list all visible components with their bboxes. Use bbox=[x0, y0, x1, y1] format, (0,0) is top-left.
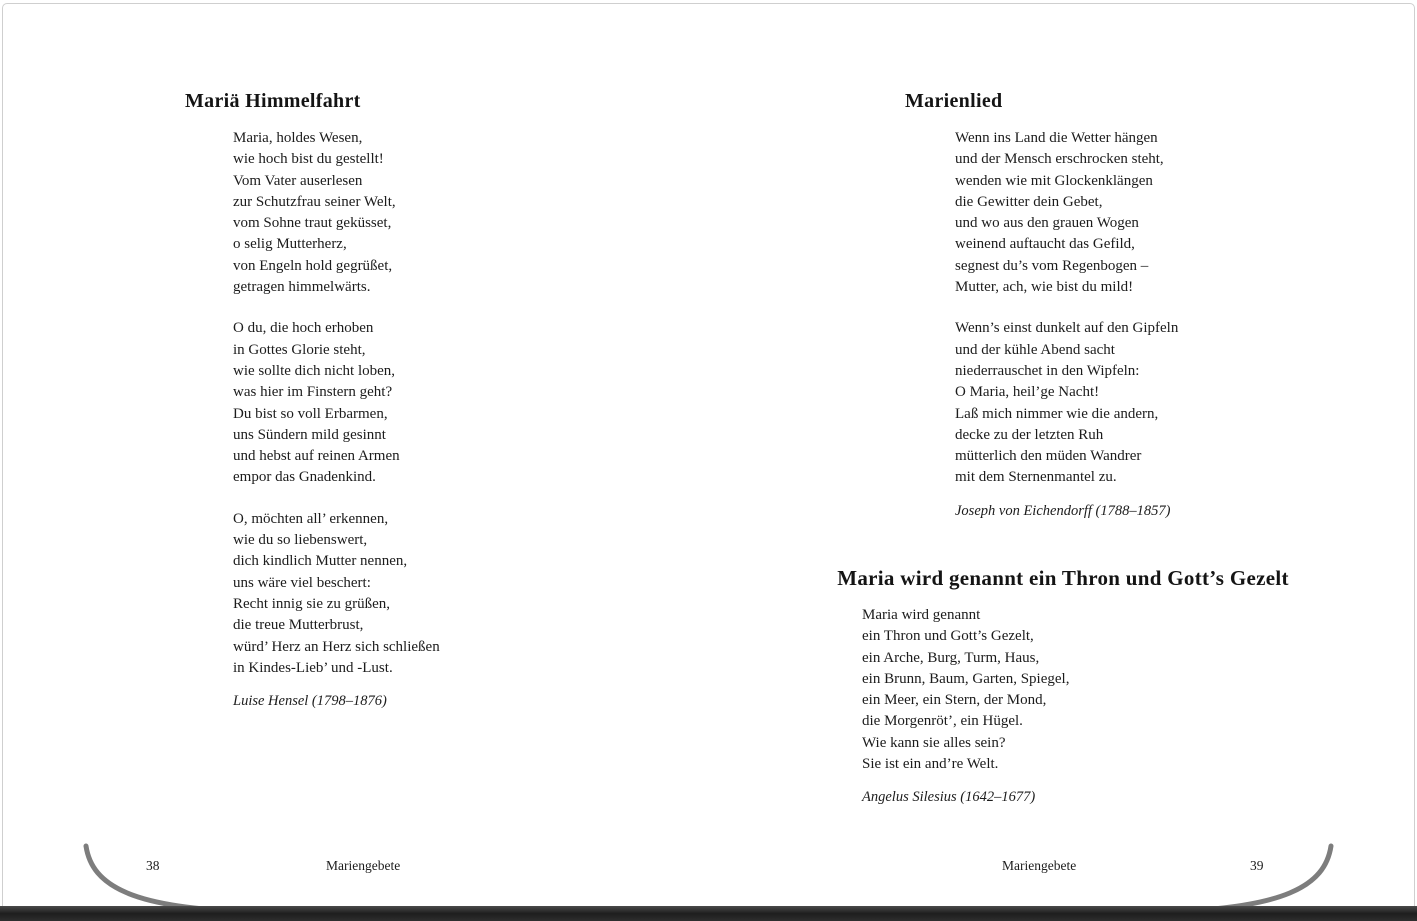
poem-stanzas bbox=[862, 605, 1069, 775]
poem-stanzas bbox=[233, 128, 440, 679]
poem-line: wenden wie mit Glockenklängen bbox=[955, 172, 1153, 189]
poem-line: und der Mensch erschrocken steht, bbox=[955, 151, 1164, 168]
poem-line: uns wäre viel beschert: bbox=[233, 574, 371, 591]
poem-line: Laß mich nimmer wie die andern, bbox=[955, 405, 1159, 422]
poem-line: Wie kann sie alles sein? bbox=[862, 734, 1006, 751]
page-number-right: 39 bbox=[1250, 858, 1264, 873]
book-bottom-edge bbox=[0, 906, 1417, 921]
page-curl-left-icon bbox=[86, 846, 258, 912]
poem-body-marienlied bbox=[955, 128, 1178, 522]
poem-line: O, möchten all’ erkennen, bbox=[233, 510, 389, 527]
poem-line: Recht innig sie zu grüßen, bbox=[233, 595, 391, 612]
poem-line: Maria wird genannt bbox=[862, 607, 981, 623]
poem-line: Wenn’s einst dunkelt auf den Gipfeln bbox=[955, 320, 1179, 337]
poem-stanza bbox=[955, 318, 1178, 488]
poem-line: decke zu der letzten Ruh bbox=[955, 426, 1104, 443]
poem-line: Wenn ins Land die Wetter hängen bbox=[955, 130, 1158, 146]
poem-line: und hebst auf reinen Armen bbox=[233, 448, 400, 465]
poem-line: ein Meer, ein Stern, der Mond, bbox=[862, 692, 1047, 709]
poem-line: uns Sündern mild gesinnt bbox=[233, 426, 386, 443]
poem-line: getragen himmelwärts. bbox=[233, 279, 371, 296]
page-curl-right-icon bbox=[1159, 846, 1331, 912]
page-number-left: 38 bbox=[146, 858, 160, 873]
poem-line: würd’ Herz an Herz sich schließen bbox=[233, 638, 440, 655]
poem-line: zur Schutzfrau seiner Welt, bbox=[233, 193, 396, 210]
poem-line: in Kindes-Lieb’ und -Lust. bbox=[233, 659, 393, 676]
poem-line: weinend auftaucht das Gefild, bbox=[955, 236, 1135, 253]
poem-title-maria-himmelfahrt: Mariä Himmelfahrt bbox=[185, 90, 361, 112]
poem-stanza bbox=[233, 318, 440, 488]
poem-line: O du, die hoch erhoben bbox=[233, 320, 374, 337]
poem-line: und wo aus den grauen Wogen bbox=[955, 215, 1139, 232]
poem-line: mit dem Sternenmantel zu. bbox=[955, 469, 1117, 486]
poem-line: o selig Mutterherz, bbox=[233, 236, 347, 253]
poem-line: wie hoch bist du gestellt! bbox=[233, 151, 384, 168]
page-border-frame bbox=[2, 3, 1415, 921]
poem-line: empor das Gnadenkind. bbox=[233, 469, 376, 486]
poem-stanza bbox=[955, 128, 1178, 298]
running-footer-left: Mariengebete bbox=[326, 858, 401, 873]
poem-title-maria-wird-genannt: Maria wird genannt ein Thron und Gott’s Gezelt bbox=[837, 566, 1289, 590]
poem-body-maria-wird-genannt bbox=[862, 605, 1069, 809]
poem-line: ein Thron und Gott’s Gezelt, bbox=[862, 628, 1034, 645]
poem-line: und der kühle Abend sacht bbox=[955, 341, 1115, 358]
poem-stanza bbox=[862, 605, 1069, 775]
poem-attribution-hensel: Luise Hensel (1798–1876) bbox=[233, 693, 387, 710]
poem-stanzas bbox=[955, 128, 1178, 489]
poem-line: mütterlich den müden Wandrer bbox=[955, 448, 1142, 465]
poem-line: Du bist so voll Erbarmen, bbox=[233, 405, 388, 422]
poem-line: vom Sohne traut geküsset, bbox=[233, 215, 392, 232]
poem-line: die Gewitter dein Gebet, bbox=[955, 193, 1103, 210]
poem-stanza bbox=[233, 128, 440, 298]
poem-line: die treue Mutterbrust, bbox=[233, 617, 364, 634]
poem-body-maria-himmelfahrt bbox=[233, 128, 440, 712]
poem-line: ein Brunn, Baum, Garten, Spiegel, bbox=[862, 670, 1070, 687]
poem-line: Mutter, ach, wie bist du mild! bbox=[955, 279, 1134, 296]
poem-line: die Morgenröt’, ein Hügel. bbox=[862, 713, 1023, 730]
poem-line: ein Arche, Burg, Turm, Haus, bbox=[862, 649, 1040, 666]
poem-line: was hier im Finstern geht? bbox=[233, 384, 393, 401]
poem-line: segnest du’s vom Regenbogen – bbox=[955, 257, 1149, 274]
poem-line: Vom Vater auserlesen bbox=[233, 172, 363, 189]
poem-line: von Engeln hold gegrüßet, bbox=[233, 257, 393, 274]
poem-line: niederrauschet in den Wipfeln: bbox=[955, 362, 1140, 379]
poem-line: O Maria, heil’ge Nacht! bbox=[955, 384, 1100, 401]
poem-line: dich kindlich Mutter nennen, bbox=[233, 553, 408, 570]
poem-line: Maria, holdes Wesen, bbox=[233, 130, 363, 146]
poem-attribution-silesius: Angelus Silesius (1642–1677) bbox=[862, 789, 1036, 806]
poem-line: in Gottes Glorie steht, bbox=[233, 341, 366, 358]
poem-attribution-eichendorff: Joseph von Eichendorff (1788–1857) bbox=[955, 502, 1171, 519]
bottom-decoration bbox=[0, 836, 1417, 921]
running-footer-right: Mariengebete bbox=[1002, 858, 1077, 873]
poem-line: wie sollte dich nicht loben, bbox=[233, 362, 396, 379]
poem-line: wie du so liebenswert, bbox=[233, 532, 368, 549]
poem-stanza bbox=[233, 509, 440, 679]
poem-line: Sie ist ein and’re Welt. bbox=[862, 756, 999, 773]
poem-title-marienlied: Marienlied bbox=[905, 90, 1003, 112]
